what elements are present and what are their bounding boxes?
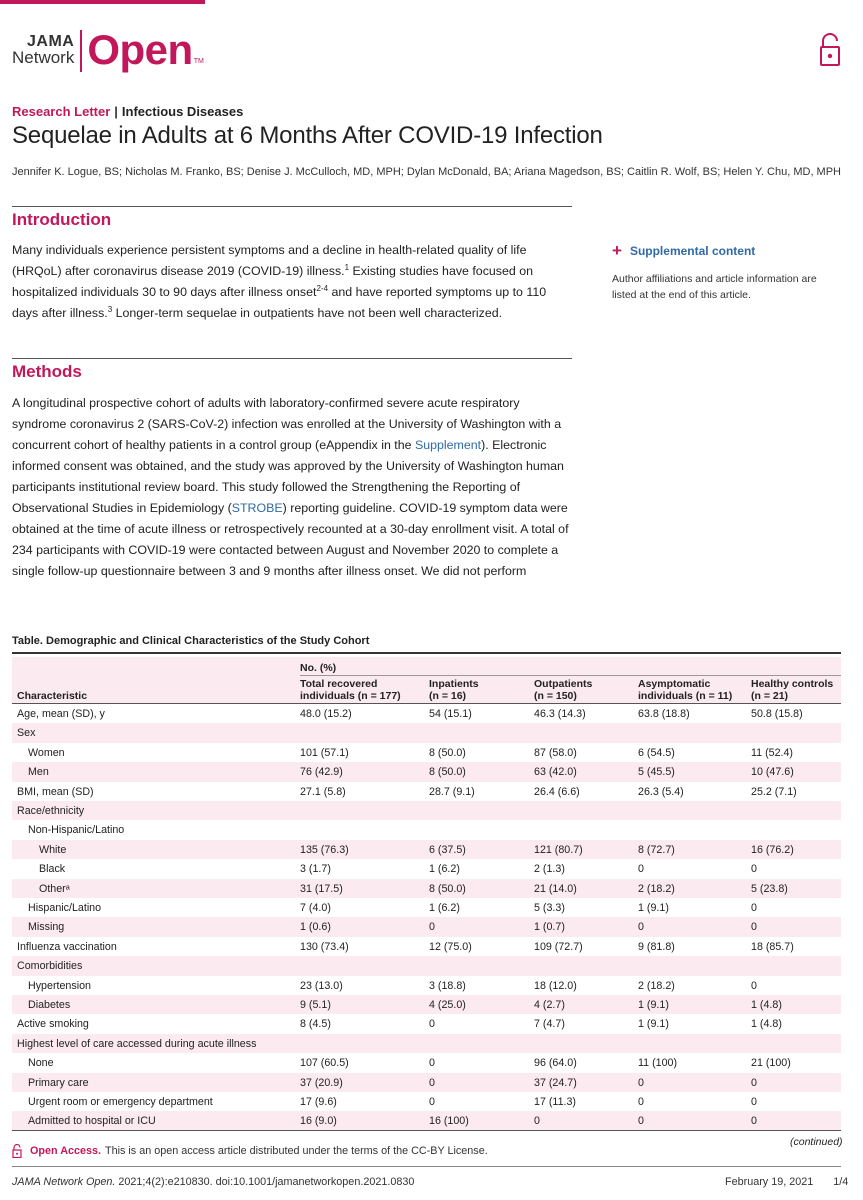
table-cell: 11 (52.4) (751, 746, 793, 759)
table-caption: Table. Demographic and Clinical Characteristics of the Study Cohort (12, 635, 370, 647)
row-label: Admitted to hospital or ICU (28, 1115, 156, 1128)
table-cell: 0 (429, 1096, 435, 1108)
table-cell: 4 (2.7) (534, 999, 565, 1011)
row-label: Diabetes (28, 999, 71, 1011)
table-cell: 0 (751, 1076, 757, 1089)
header-asymptomatic-line1: Asymptomatic (638, 678, 711, 690)
table-row (12, 704, 841, 723)
header-total-line2: individuals (n = 177) (300, 689, 401, 702)
row-label: Highest level of care accessed during acute illness (17, 1037, 257, 1050)
table-header-healthy-controls (751, 679, 833, 702)
open-access-lock-small-icon (12, 1144, 22, 1158)
table-cell: 8 (50.0) (429, 766, 466, 779)
table-cell: 2 (18.2) (638, 882, 675, 895)
table-row (12, 879, 841, 898)
table-cell: 46.3 (14.3) (534, 708, 586, 720)
table-cell: 0 (751, 1115, 757, 1128)
table-cell: 130 (73.4) (300, 940, 349, 953)
table-cell: 3 (18.8) (429, 979, 466, 992)
table-header-no-pct: No. (%) (300, 662, 337, 674)
supplement-link[interactable]: Supplement (414, 438, 482, 452)
table-cell: 28.7 (9.1) (429, 785, 475, 798)
table-row (12, 840, 841, 859)
row-label: Men (28, 766, 49, 779)
table-cell: 0 (751, 902, 757, 914)
table-cell: 1 (9.1) (638, 999, 669, 1011)
table-cell: 0 (638, 863, 644, 876)
table-header-inpatients (429, 679, 479, 702)
table-cell: 1 (0.7) (534, 921, 565, 934)
table-cell: 7 (4.0) (300, 902, 331, 914)
table-cell: 4 (25.0) (429, 999, 466, 1011)
methods-text-1: A longitudinal prospective cohort of adults with laboratory-confirmed severe acute respiratory syndrome coronavirus 2 (SARS-CoV-2) infection was enrolled at the University of Washington with a concurrent cohort of healthy patients in a control group (eAppendix in the (12, 396, 562, 452)
table-cell: 9 (5.1) (300, 999, 331, 1011)
row-label: Hypertension (28, 979, 91, 992)
header-total-line1: Total recovered (300, 678, 378, 690)
row-label: Urgent room or emergency department (28, 1096, 213, 1108)
table-row (12, 1053, 841, 1072)
table-cell: 6 (37.5) (429, 843, 466, 856)
introduction-heading: Introduction (12, 210, 112, 229)
table-row (12, 723, 841, 742)
table-row (12, 859, 841, 878)
row-label: Otherᵃ (39, 882, 70, 895)
table-cell: 17 (11.3) (534, 1096, 576, 1108)
header-inpatients-line2: (n = 16) (429, 689, 467, 702)
table-row (12, 743, 841, 762)
methods-paragraph (12, 393, 572, 582)
header-asymptomatic-line2: individuals (n = 11) (638, 689, 733, 702)
table-row (12, 1111, 841, 1130)
table-cell: 48.0 (15.2) (300, 708, 352, 720)
header-outpatients-line1: Outpatients (534, 678, 593, 690)
row-label: BMI, mean (SD) (17, 785, 94, 798)
table-cell: 50.8 (15.8) (751, 708, 803, 720)
table-cell: 0 (429, 921, 435, 934)
table-cell: 0 (638, 1115, 644, 1128)
table-cell: 107 (60.5) (300, 1057, 349, 1070)
table-cell: 5 (23.8) (751, 882, 788, 895)
intro-text-1: Many individuals experience persistent symptoms and a decline in health-related quality of life (HRQoL) after coronavirus disease 2019 (COVID-19) illness. (12, 243, 527, 278)
table-cell: 1 (9.1) (638, 1018, 669, 1031)
table-cell: 0 (751, 921, 757, 934)
open-access-statement (12, 1144, 488, 1158)
table-cell: 1 (6.2) (429, 863, 460, 876)
table-cell: 0 (638, 1076, 644, 1089)
table-cell: 2 (18.2) (638, 979, 675, 992)
table-cell: 54 (15.1) (429, 708, 472, 720)
logo-trademark: TM (193, 58, 204, 65)
footer-rule (12, 1166, 841, 1167)
table-row (12, 1092, 841, 1111)
row-label: White (39, 843, 67, 856)
table-cell: 1 (0.6) (300, 921, 331, 934)
author-affiliations-note: Author affiliations and article information are listed at the end of this article. (612, 273, 817, 301)
methods-text-3: ) reporting guideline. COVID-19 symptom data were obtained at the time of acute illness or retrospectively recounted at a 30-day enrollment visit. A total of 234 participants with COVID-19 were contacted between August and November 2020 to complete a single follow-up questionnaire between 3 and 9 months after illness onset. We did not perform (12, 501, 569, 578)
table-cell: 16 (100) (429, 1115, 469, 1128)
table-cell: 6 (54.5) (638, 746, 675, 759)
table-header-subrule (300, 675, 841, 676)
footer-page-number: 1/4 (833, 1176, 849, 1188)
header-outpatients-line2: (n = 150) (534, 689, 577, 702)
table-cell: 0 (638, 921, 644, 934)
row-label: Missing (28, 921, 65, 934)
table-cell: 0 (429, 1057, 435, 1070)
row-label: Influenza vaccination (17, 940, 117, 953)
table-cell: 0 (751, 1096, 757, 1108)
table-cell: 37 (24.7) (534, 1076, 577, 1089)
row-label: Comorbidities (17, 960, 83, 973)
footer-date-page (725, 1176, 848, 1188)
table-cell: 3 (1.7) (300, 863, 331, 876)
table-cell: 76 (42.9) (300, 766, 343, 779)
table-cell: 63.8 (18.8) (638, 708, 690, 720)
row-label: Women (28, 746, 65, 759)
table-cell: 21 (14.0) (534, 882, 577, 895)
section-rule-methods (12, 358, 572, 359)
table-cell: 18 (85.7) (751, 940, 794, 953)
table-row (12, 976, 841, 995)
row-label: Race/ethnicity (17, 805, 85, 817)
article-title: Sequelae in Adults at 6 Months After COVID-19 Infection (12, 122, 603, 149)
open-access-text: This is an open access article distributed under the terms of the CC-BY License. (105, 1145, 488, 1157)
table-cell: 1 (6.2) (429, 902, 460, 914)
table-header-asymptomatic (638, 679, 732, 702)
table-cell: 8 (50.0) (429, 746, 466, 759)
table-cell: 8 (72.7) (638, 843, 675, 856)
table-row (12, 782, 841, 801)
row-label: Black (39, 863, 66, 876)
table-cell: 26.3 (5.4) (638, 785, 684, 798)
footer-citation (12, 1176, 414, 1188)
strobe-link[interactable]: STROBE (231, 501, 283, 515)
row-label: Active smoking (17, 1018, 89, 1031)
table-cell: 8 (4.5) (300, 1018, 331, 1031)
citation-3[interactable]: 3 (107, 304, 113, 314)
introduction-paragraph (12, 240, 572, 324)
row-label: None (28, 1057, 54, 1070)
row-label: Age, mean (SD), y (17, 708, 105, 720)
citation-1[interactable]: 1 (344, 262, 350, 272)
table-row (12, 956, 841, 975)
table-header-outpatients (534, 679, 592, 702)
table-cell: 8 (50.0) (429, 882, 466, 895)
table-cell: 11 (100) (638, 1057, 678, 1070)
row-label: Hispanic/Latino (28, 902, 102, 914)
row-label: Primary care (28, 1076, 89, 1089)
section-rule-intro (12, 206, 572, 207)
table-cell: 1 (4.8) (751, 1018, 782, 1031)
table-cell: 0 (638, 1096, 644, 1108)
table-cell: 7 (4.7) (534, 1018, 565, 1031)
header-controls-line1: Healthy controls (751, 678, 834, 690)
table-cell: 17 (9.6) (300, 1096, 337, 1108)
top-accent-bar (0, 0, 205, 4)
table-cell: 0 (751, 863, 757, 876)
table-cell: 0 (429, 1076, 435, 1089)
table-cell: 109 (72.7) (534, 940, 583, 953)
table-row (12, 820, 841, 839)
article-type: Research Letter (12, 104, 111, 119)
row-label: Non-Hispanic/Latino (28, 824, 125, 837)
table-cell: 5 (3.3) (534, 902, 565, 914)
table-cell: 87 (58.0) (534, 746, 577, 759)
table-cell: 10 (47.6) (751, 766, 794, 779)
citation-2-4[interactable]: 2-4 (316, 283, 329, 293)
table-cell: 121 (80.7) (534, 843, 583, 856)
row-label: Sex (17, 727, 36, 740)
table-row (12, 1014, 841, 1033)
table-cell: 2 (1.3) (534, 863, 565, 876)
table-cell: 21 (100) (751, 1057, 791, 1070)
table-cell: 1 (9.1) (638, 902, 669, 914)
table-cell: 18 (12.0) (534, 979, 577, 992)
footer-date: February 19, 2021 (725, 1176, 814, 1188)
table-cell: 31 (17.5) (300, 882, 343, 895)
logo-jama: JAMA (27, 33, 75, 50)
supplemental-content-label: Supplemental content (629, 244, 756, 258)
intro-text-4: Longer-term sequelae in outpatients have not been well characterized. (112, 306, 503, 320)
article-type-separator: | (114, 104, 118, 119)
table-header-total (300, 679, 401, 702)
table-cell: 0 (429, 1018, 435, 1031)
author-list: Jennifer K. Logue, BS; Nicholas M. Franko, BS; Denise J. McCulloch, MD, MPH; Dylan McDonald, BA; Ariana Magedson, BS; Caitlin R. Wolf, BS; Helen Y. Chu, MD, MPH (12, 166, 841, 178)
table-row (12, 898, 841, 917)
table-row (12, 1073, 841, 1092)
table-row (12, 937, 841, 956)
table-cell: 0 (751, 979, 757, 992)
table-bottom-rule (12, 1130, 841, 1131)
table-cell: 0 (534, 1115, 540, 1128)
intro-text-2: Existing studies have focused on hospitalized individuals 30 to 90 days after illness onset (12, 264, 533, 299)
footer-doi: 2021;4(2):e210830. doi:10.1001/jamanetworkopen.2021.0830 (115, 1176, 415, 1188)
logo-divider (80, 30, 82, 72)
table-cell: 37 (20.9) (300, 1076, 343, 1089)
article-topic: Infectious Diseases (121, 104, 244, 119)
table-cell: 135 (76.3) (300, 843, 349, 856)
supplemental-content-link[interactable] (612, 241, 756, 260)
table-cell: 96 (64.0) (534, 1057, 577, 1070)
table-cell: 9 (81.8) (638, 940, 675, 953)
methods-text-2: ). Electronic informed consent was obtained, and the study was approved by the University of Washington human participants institutional review board. This study followed the Strengthening the Reporting of Observational Studies in Epidemiology ( (12, 438, 564, 515)
table-cell: 16 (76.2) (751, 843, 794, 856)
table-header-characteristic: Characteristic (17, 690, 88, 702)
table-cell: 12 (75.0) (429, 940, 472, 953)
header-inpatients-line1: Inpatients (429, 678, 479, 690)
logo-network: Network (12, 48, 75, 67)
table-cell: 23 (13.0) (300, 979, 343, 992)
table-top-rule (12, 652, 841, 654)
journal-logo[interactable] (12, 26, 204, 74)
plus-icon: + (612, 241, 622, 260)
table-row (12, 1034, 841, 1053)
table-cell: 16 (9.0) (300, 1115, 337, 1128)
table-cell: 27.1 (5.8) (300, 785, 346, 798)
logo-open: Open (87, 26, 193, 73)
table-row (12, 995, 841, 1014)
table-cell: 25.2 (7.1) (751, 785, 797, 798)
table-continued-note: (continued) (790, 1136, 843, 1148)
table-cell: 5 (45.5) (638, 766, 675, 779)
intro-text-3: and have reported symptoms up to 110 days after illness. (12, 285, 547, 320)
open-access-lock-icon (819, 33, 841, 67)
table-cell: 63 (42.0) (534, 766, 577, 779)
table-row (12, 917, 841, 936)
open-access-label[interactable]: Open Access. (30, 1145, 102, 1157)
methods-heading: Methods (12, 362, 82, 381)
article-type-line (12, 104, 243, 119)
table-cell: 101 (57.1) (300, 746, 349, 759)
table-row (12, 801, 841, 820)
table-cell: 26.4 (6.6) (534, 785, 580, 798)
header-controls-line2: (n = 21) (751, 689, 789, 702)
table-row (12, 762, 841, 781)
footer-journal-name: JAMA Network Open. (12, 1176, 116, 1188)
table-cell: 1 (4.8) (751, 999, 782, 1011)
